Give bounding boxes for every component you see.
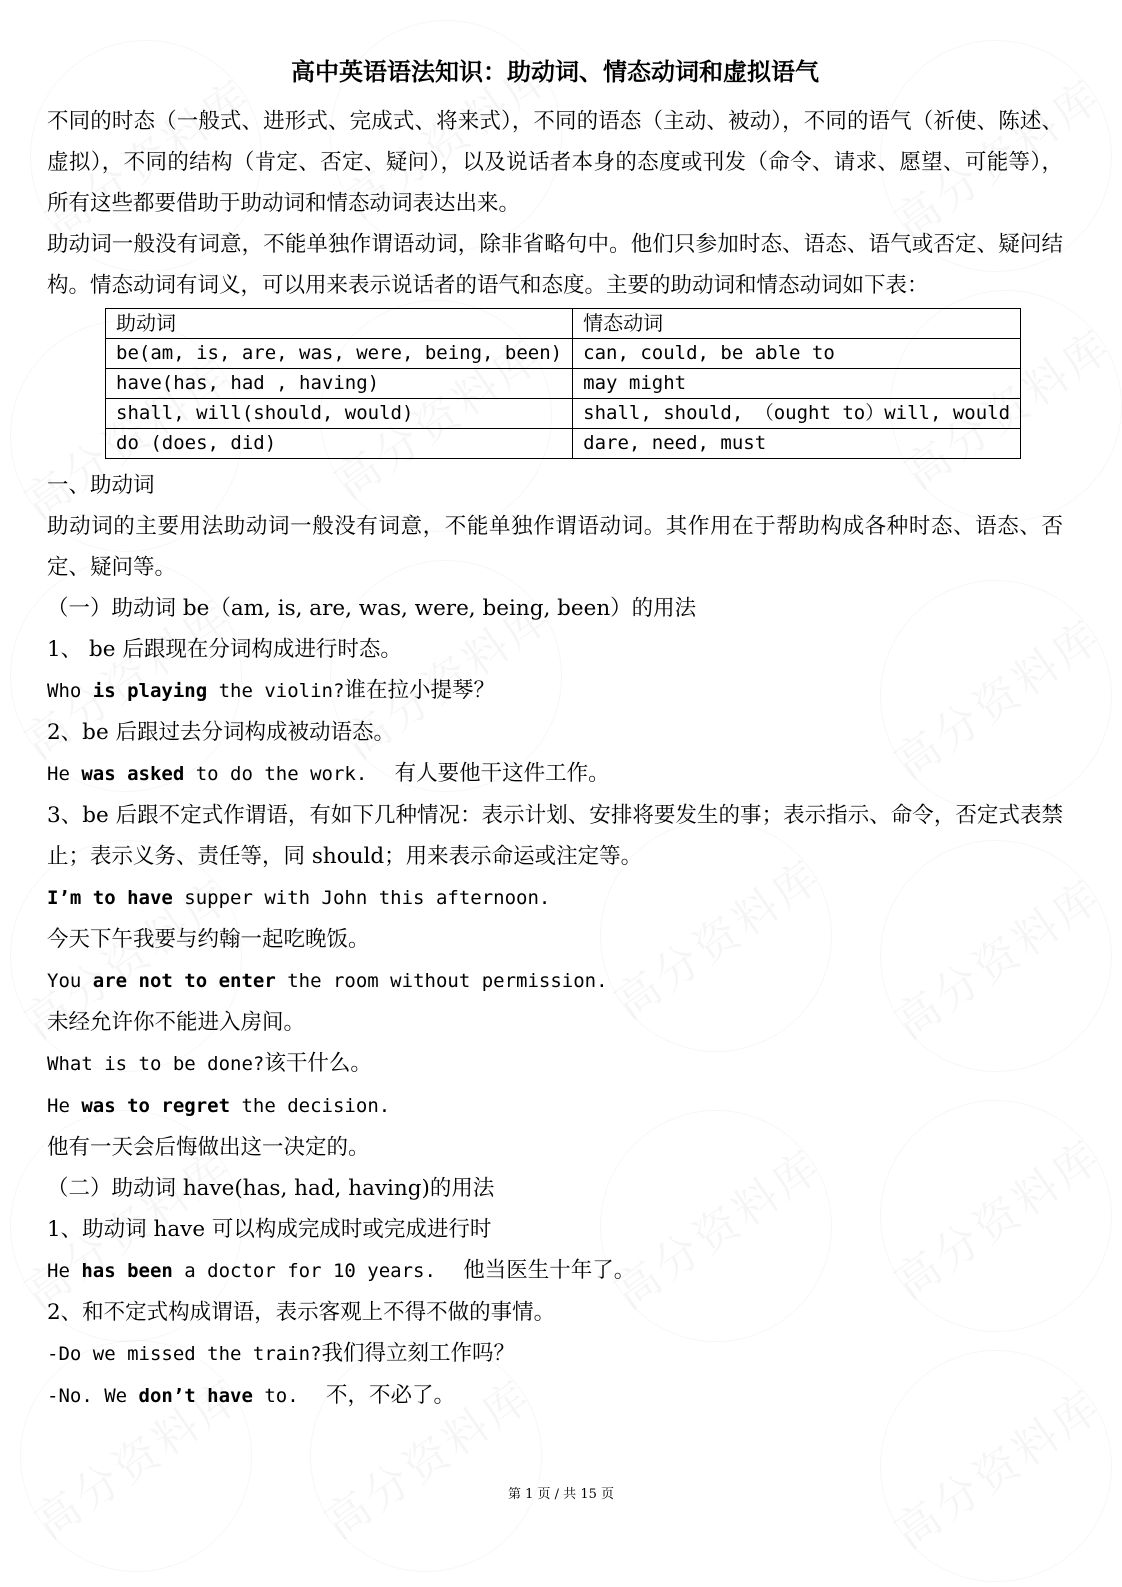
table-row — [106, 369, 1021, 399]
intro-paragraph-2: 助动词一般没有词意，不能单独作谓语动词，除非省略句中。他们只参加时态、语态、语气或否定、疑问结构。情态动词有词义，可以用来表示说话者的语气和态度。主要的助动词和情态动词如下表： — [47, 232, 1063, 298]
table-cell: shall, should, （ought to）will, would — [573, 399, 1021, 429]
subsection-heading: （二）助动词 have(has, had, having)的用法 — [47, 1176, 495, 1201]
example-sentence — [47, 1375, 1063, 1417]
example-en: You — [47, 970, 93, 992]
page-title: 高中英语语法知识：助动词、情态动词和虚拟语气 — [291, 58, 819, 86]
example-en: -Do we missed the train? — [47, 1343, 322, 1365]
example-zh: 该干什么。 — [264, 1051, 372, 1076]
example-translation: 今天下午我要与约翰一起吃晚饭。 — [47, 927, 370, 952]
example-en: the room without permission. — [275, 970, 608, 992]
table-header-cell: 助动词 — [106, 309, 573, 339]
example-translation: 未经允许你不能进入房间。 — [47, 1010, 306, 1035]
table-header-row — [106, 309, 1021, 339]
section-description: 助动词的主要用法助动词一般没有词意，不能单独作谓语动词。其作用在于帮助构成各种时态、语态、否定、疑问等。 — [47, 514, 1063, 580]
intro-paragraph-1: 不同的时态（一般式、进形式、完成式、将来式），不同的语态（主动、被动），不同的语气（祈使、陈述、虚拟），不同的结构（肯定、否定、疑问），以及说话者本身的态度或刊发（命令、请求、愿望、可能等），所有这些都要借助于助动词和情态动词表达出来。 — [47, 109, 1063, 216]
example-sentence — [47, 877, 1063, 919]
example-en: Who — [47, 680, 93, 702]
rule-item: 3、be 后跟不定式作谓语，有如下几种情况：表示计划、安排将要发生的事；表示指示、命令，否定式表禁止；表示义务、责任等，同 should；用来表示命运或注定等。 — [47, 803, 1063, 869]
example-en: -No. We — [47, 1385, 139, 1407]
example-en: the decision. — [230, 1095, 391, 1117]
example-zh: 他当医生十年了。 — [463, 1258, 636, 1283]
example-en: He — [47, 1095, 82, 1117]
example-highlight: I’m to have — [47, 887, 173, 909]
example-sentence — [47, 960, 1063, 1002]
verb-table — [105, 308, 1021, 459]
table-header-cell: 情态动词 — [573, 309, 1021, 339]
table-cell: can, could, be able to — [573, 339, 1021, 369]
rule-item: 1、 be 后跟现在分词构成进行时态。 — [47, 637, 402, 662]
example-highlight: is playing — [92, 680, 208, 702]
table-cell: be(am, is, are, was, were, being, been) — [106, 339, 573, 369]
table-cell: dare, need, must — [573, 429, 1021, 459]
example-sentence — [47, 1043, 1063, 1085]
table-cell: do (does, did) — [106, 429, 573, 459]
example-zh: 我们得立刻工作吗？ — [321, 1341, 516, 1366]
page-footer: 第 1 页 / 共 15 页 — [508, 1487, 614, 1502]
example-highlight: was asked — [81, 763, 185, 785]
example-sentence — [47, 753, 1063, 795]
section-heading: 一、助动词 — [47, 473, 155, 498]
table-cell: may might — [573, 369, 1021, 399]
example-highlight: was to regret — [81, 1095, 231, 1117]
example-en: to do the work. — [184, 763, 368, 785]
rule-item: 2、be 后跟过去分词构成被动语态。 — [47, 720, 396, 745]
table-cell: have(has, had , having) — [106, 369, 573, 399]
table-row — [106, 399, 1021, 429]
example-en: the violin? — [207, 680, 345, 702]
example-en: supper with John this afternoon. — [172, 887, 551, 909]
example-zh: 谁在拉小提琴？ — [344, 678, 495, 703]
example-sentence — [47, 670, 1063, 712]
example-highlight: don’t have — [138, 1385, 253, 1407]
example-highlight: has been — [81, 1260, 173, 1282]
table-row — [106, 339, 1021, 369]
example-en: He — [47, 1260, 82, 1282]
example-en: What is to be done? — [47, 1053, 265, 1075]
document-page — [47, 48, 1063, 1417]
example-sentence — [47, 1333, 1063, 1375]
example-zh: 有人要他干这件工作。 — [394, 761, 610, 786]
example-zh: 不，不必了。 — [326, 1383, 456, 1408]
subsection-heading: （一）助动词 be（am, is, are, was, were, being, been）的用法 — [47, 596, 697, 621]
table-row — [106, 429, 1021, 459]
example-highlight: are not to enter — [92, 970, 276, 992]
rule-item: 1、助动词 have 可以构成完成时或完成进行时 — [47, 1217, 492, 1242]
table-cell: shall, will(should, would) — [106, 399, 573, 429]
rule-item: 2、和不定式构成谓语，表示客观上不得不做的事情。 — [47, 1300, 556, 1325]
example-en: a doctor for 10 years. — [172, 1260, 436, 1282]
example-en: He — [47, 763, 82, 785]
example-sentence — [47, 1085, 1063, 1127]
example-translation: 他有一天会后悔做出这一决定的。 — [47, 1135, 370, 1160]
example-sentence — [47, 1250, 1063, 1292]
example-en: to. — [252, 1385, 299, 1407]
